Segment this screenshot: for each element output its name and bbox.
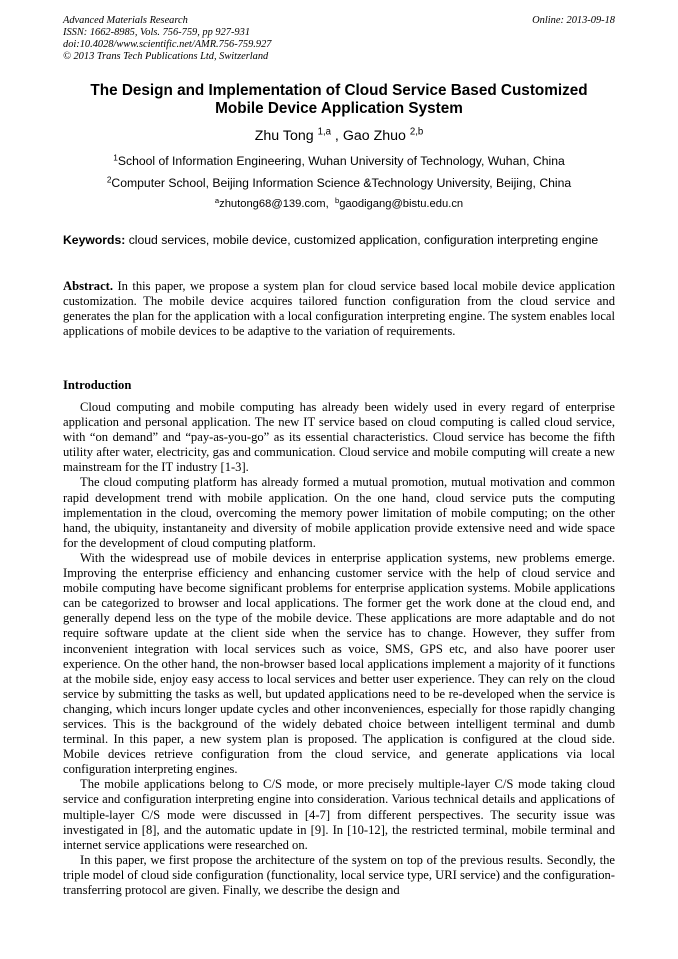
author-1-name: Zhu Tong bbox=[254, 128, 314, 144]
email-1: zhutong68@139.com, bbox=[219, 198, 329, 210]
email-1-sup: a bbox=[214, 195, 220, 205]
author-separator: , bbox=[330, 128, 343, 144]
intro-paragraph-4: The mobile applications belong to C/S mode, or more precisely multiple-layer C/S mode taking cloud service and configuration interpreting engine into consideration. Various technical details and applications of multiple-layer C/S mode were discussed in [4-7] from different perspectives. The security issue was investigated in [8], and the automatic update in [9]. In [10-12], the restricted terminal, mobile terminal and internet service applications were researched on. bbox=[63, 777, 615, 852]
affiliation-1 bbox=[63, 154, 615, 168]
doi-line: doi:10.4028/www.scientific.net/AMR.756-759.927 bbox=[63, 39, 272, 50]
email-2-sup: b bbox=[334, 195, 340, 205]
author-2-sup: 2,b bbox=[409, 126, 424, 138]
affiliation-2-text: Computer School, Beijing Information Science &Technology University, Beijing, China bbox=[111, 176, 572, 190]
keywords-text: cloud services, mobile device, customized application, configuration interpreting engine bbox=[128, 233, 599, 247]
email-2: gaodigang@bistu.edu.cn bbox=[339, 198, 464, 210]
affiliation-1-text: School of Information Engineering, Wuhan University of Technology, Wuhan, China bbox=[117, 154, 565, 168]
keywords-label: Keywords: bbox=[63, 233, 126, 247]
title-line-2: Mobile Device Application System bbox=[215, 100, 463, 117]
affiliation-2 bbox=[63, 176, 615, 190]
intro-paragraph-1: Cloud computing and mobile computing has already been widely used in every regard of enterprise application and personal application. The new IT service based on cloud computing is called cloud service, with “on demand” and “pay-as-you-go” as its essential characteristics. Cloud service has become the fifth utility after water, electricity, gas and communication. Cloud service and mobile computing will create a new mainstream for the IT industry [1-3]. bbox=[63, 400, 615, 475]
abstract-block bbox=[63, 279, 615, 339]
journal-name: Advanced Materials Research bbox=[63, 15, 188, 26]
abstract-text: In this paper, we propose a system plan for cloud service based local mobile device application customization. The mobile device acquires tailored function configuration from the cloud service and generates the plan for the application with a local configuration interpreting engine. The system enables local applications of mobile devices to be adaptive to the variation of requirements. bbox=[63, 279, 615, 339]
email-line bbox=[63, 195, 615, 210]
author-list bbox=[63, 128, 615, 144]
issn-line: ISSN: 1662-8985, Vols. 756-759, pp 927-931 bbox=[63, 27, 251, 38]
author-1-sup: 1,a bbox=[317, 126, 331, 138]
intro-paragraph-3: With the widespread use of mobile devices in enterprise application systems, new problems emerge. Improving the enterprise efficiency and enhancing customer service with the help of cloud service and mobile computing have become significant problems for enterprise application systems. Mobile applications can be categorized to browser and local applications. The former get the work done at the cloud end, and generally depend less on the type of the mobile device. These applications are more adaptable and do not require software update at the client side when the service has to change. However, they suffer from inconvenient integration with local services such as voice, SMS, GPS etc, and also have poorer user experience. On the other hand, the non-browser based local applications implement a majority of it functions at the mobile side, enjoy easy access to local services and better user experience. They can rely on the cloud service by submitting the tasks as well, but updated applications need to be re-developed when the service is changing, which incurs longer update cycles and other inconveniences, especially for those rapidly changing services. This is the background of the widely debated choice between intelligent terminal and dumb terminal. In this paper, a new system plan is proposed. The application is configured at the cloud side. Mobile devices retrieve configuration from the cloud service, and generate applications via local configuration interpreting engines. bbox=[63, 550, 615, 777]
journal-header bbox=[63, 15, 615, 63]
copyright-line: © 2013 Trans Tech Publications Ltd, Switzerland bbox=[63, 51, 269, 62]
affiliation-2-sup: 2 bbox=[106, 174, 112, 185]
introduction-body bbox=[63, 400, 615, 898]
affiliation-1-sup: 1 bbox=[113, 152, 118, 163]
introduction-heading: Introduction bbox=[63, 378, 132, 392]
paper-title bbox=[63, 82, 615, 118]
title-line-1: The Design and Implementation of Cloud Service Based Customized bbox=[90, 82, 588, 99]
intro-paragraph-5: In this paper, we first propose the architecture of the system on top of the previous results. Secondly, the triple model of cloud side configuration (functionality, local service type, URI service) and the configuration-transferring protocol are given. Finally, we describe the design and bbox=[63, 852, 615, 897]
intro-paragraph-2: The cloud computing platform has already formed a mutual promotion, mutual motivation and common rapid development trend with mobile application. On the one hand, cloud service puts the computing implementation in the cloud, overcoming the memory power limitation of mobile computing; on the other hand, the ubiquity, instantaneity and diversity of mobile application provide extensive need and wide space for the development of cloud computing platform. bbox=[63, 475, 615, 550]
abstract-label: Abstract. bbox=[63, 279, 114, 293]
author-2-name: Gao Zhuo bbox=[342, 128, 406, 144]
online-date: Online: 2013-09-18 bbox=[532, 15, 615, 26]
keywords-block bbox=[63, 233, 615, 248]
